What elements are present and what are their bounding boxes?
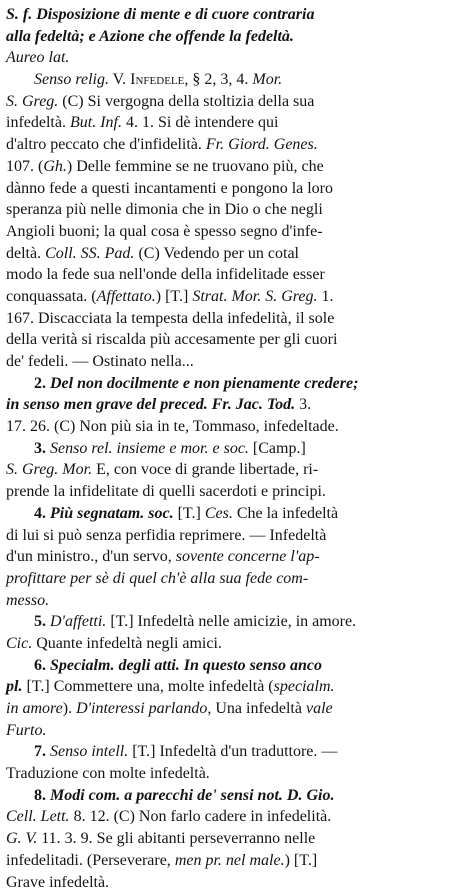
text-run: specialm. (274, 678, 335, 695)
text-run: de' fedeli. — Ostinato nella... (6, 353, 194, 370)
text-line (6, 633, 468, 655)
text-run: ) [T.] (156, 288, 193, 305)
text-line (6, 134, 468, 156)
text-run: Quante infedeltà negli amici. (32, 635, 222, 652)
text-line (6, 156, 468, 178)
text-run: infedelitadi. (Perseverare, (6, 852, 175, 869)
text-run: dànno fede a questi incantamenti e pongono la loro (6, 180, 333, 197)
text-run: d'altro peccato che d'infidelità. (6, 136, 206, 153)
text-line (6, 286, 468, 308)
text-run: Più segnatam. soc. (50, 505, 174, 522)
text-run: 4. 1. Si dè intendere qui (122, 114, 278, 131)
text-line (6, 243, 468, 265)
text-run: 3. (34, 440, 50, 457)
text-run: 3. (295, 396, 311, 413)
text-line (6, 438, 468, 460)
text-run: Furto. (6, 722, 46, 739)
text-run: S. f. Disposizione di mente e di cuore contraria (6, 6, 314, 23)
text-run: ). (63, 700, 76, 717)
text-line (6, 503, 468, 525)
text-line (6, 590, 468, 612)
text-run: G. V. (6, 830, 37, 847)
text-line (6, 308, 468, 330)
text-run: 8. 12. (C) Non farlo cadere in infedelità. (70, 808, 332, 825)
text-run: [T.] Infedeltà nelle amicizie, in amore. (106, 613, 356, 630)
text-run: Mor. (252, 71, 282, 88)
text-run: Strat. Mor. S. Greg. (192, 288, 317, 305)
text-line (6, 872, 468, 893)
text-run: sovente concerne l'ap- (176, 548, 320, 565)
text-run: 167. Discacciata la tempesta della infedelità, il sole (6, 310, 334, 327)
text-run: Traduzione con molte infedeltà. (6, 765, 210, 782)
text-line (6, 26, 468, 48)
text-run: Gh. (43, 158, 67, 175)
text-run: Angioli buoni; la qual cosa è spesso segno d'infe- (6, 223, 323, 240)
text-line (6, 481, 468, 503)
text-run: Senso relig. (34, 71, 109, 88)
text-run: [Camp.] (249, 440, 306, 457)
text-run: Specialm. degli atti. In questo senso anco (50, 657, 322, 674)
text-line (6, 785, 468, 807)
text-line (6, 806, 468, 828)
text-run: But. Inf. (70, 114, 122, 131)
text-line (6, 351, 468, 373)
text-line (6, 47, 468, 69)
text-run: messo. (6, 592, 49, 609)
text-run: 2. (34, 375, 50, 392)
text-run: (C) Si vergogna della stoltizia della sua (58, 93, 314, 110)
text-line (6, 221, 468, 243)
text-run: V. (109, 71, 130, 88)
dictionary-entry (6, 4, 468, 893)
text-line (6, 676, 468, 698)
text-run: 17. 26. (C) Non più sia in te, Tommaso, infedeltade. (6, 418, 339, 435)
text-run: di lui si può senza perfidia reprimere. — Infedeltà (6, 527, 326, 544)
text-run: Che la infedeltà (233, 505, 338, 522)
text-run: Fr. Giord. Genes. (206, 136, 318, 153)
text-run: vale (306, 700, 333, 717)
text-line (6, 199, 468, 221)
text-line (6, 178, 468, 200)
text-line (6, 720, 468, 742)
text-run: ) [T.] (285, 852, 318, 869)
text-run: in senso men grave del preced. Fr. Jac. Tod. (6, 396, 295, 413)
text-run: E, con voce di grande libertade, ri- (92, 461, 318, 478)
text-run: Infedele (130, 71, 184, 88)
text-run: [T.] (174, 505, 205, 522)
text-line (6, 69, 468, 91)
text-run: men pr. nel male. (175, 852, 285, 869)
text-run: modo la fede sua nell'onde della infidelitade esser (6, 266, 325, 283)
text-line (6, 329, 468, 351)
text-line (6, 264, 468, 286)
text-line (6, 741, 468, 763)
text-line (6, 611, 468, 633)
text-run: prende la infidelitate di quelli sacerdoti e principi. (6, 483, 326, 500)
text-line (6, 459, 468, 481)
text-run: 7. (34, 743, 50, 760)
text-run: D'affetti. (50, 613, 106, 630)
text-run: 5. (34, 613, 50, 630)
text-run: S. Greg. (6, 93, 58, 110)
text-run: Cic. (6, 635, 32, 652)
text-run: 4. (34, 505, 50, 522)
text-run: (C) Vedendo per un cotal (134, 245, 299, 262)
text-run: pl. (6, 678, 22, 695)
text-run: profittare per sè di quel ch'è alla sua fede com- (6, 570, 308, 587)
text-run: 11. 3. 9. Se gli abitanti perseverranno nelle (37, 830, 315, 847)
text-run: Ces. (205, 505, 233, 522)
text-run: speranza più nelle dimonia che in Dio o che negli (6, 201, 323, 218)
text-line (6, 568, 468, 590)
text-run: 8. (34, 787, 50, 804)
text-run: D'interessi parlando, (76, 700, 211, 717)
text-line (6, 698, 468, 720)
text-run: [T.] Commettere una, molte infedeltà ( (22, 678, 273, 695)
text-line (6, 394, 468, 416)
text-line (6, 416, 468, 438)
text-line (6, 850, 468, 872)
text-run: infedeltà. (6, 114, 70, 131)
text-run: , § 2, 3, 4. (184, 71, 252, 88)
text-line (6, 546, 468, 568)
text-run: Aureo lat. (6, 49, 69, 66)
text-line (6, 655, 468, 677)
text-run: [T.] Infedeltà d'un traduttore. — (128, 743, 337, 760)
text-run: 1. (318, 288, 334, 305)
text-run: Una infedeltà (211, 700, 306, 717)
text-run: deltà. (6, 245, 45, 262)
text-run: alla fedeltà; e Azione che offende la fedeltà. (6, 28, 294, 45)
text-run: Grave infedeltà. (6, 874, 109, 891)
text-run: 6. (34, 657, 50, 674)
text-run: Senso intell. (50, 743, 128, 760)
text-run: Affettato. (97, 288, 156, 305)
text-line (6, 4, 468, 26)
text-run: della verità si riscalda più accesamente per gli cuori (6, 331, 337, 348)
text-line (6, 112, 468, 134)
text-run: Modi com. a parecchi de' sensi not. D. Gio. (50, 787, 334, 804)
text-run: ) Delle femmine se ne truovano più, che (67, 158, 324, 175)
text-line (6, 828, 468, 850)
text-run: d'un ministro., d'un servo, (6, 548, 176, 565)
text-line (6, 373, 468, 395)
text-run: Del non docilmente e non pienamente credere; (50, 375, 358, 392)
text-line (6, 763, 468, 785)
text-run: conquassata. ( (6, 288, 97, 305)
text-run: Coll. SS. Pad. (45, 245, 134, 262)
text-line (6, 91, 468, 113)
text-run: Senso rel. insieme e mor. e soc. (50, 440, 249, 457)
text-run: 107. ( (6, 158, 43, 175)
text-run: S. Greg. Mor. (6, 461, 92, 478)
text-line (6, 525, 468, 547)
text-run: in amore (6, 700, 63, 717)
text-run: Cell. Lett. (6, 808, 70, 825)
